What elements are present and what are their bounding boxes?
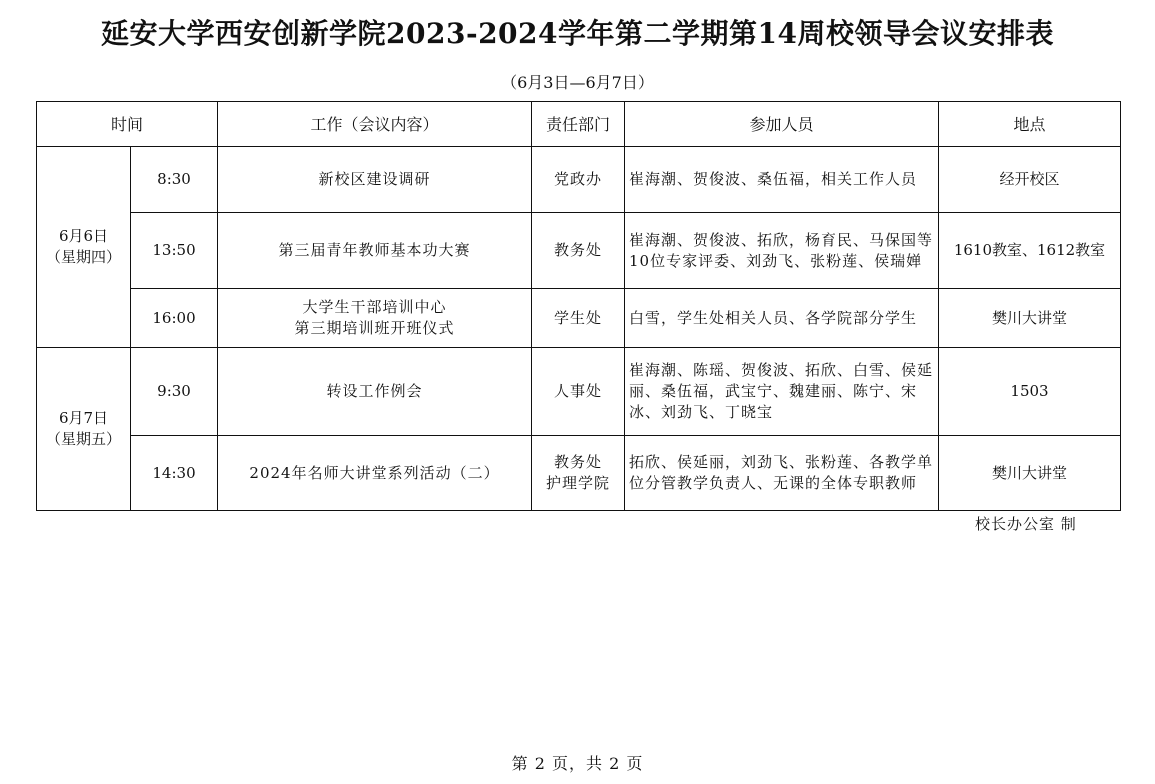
department-line: 教务处 — [554, 453, 603, 471]
date-range: （6月3日—6月7日） — [501, 73, 654, 92]
participants-cell: 白雪，学生处相关人员、各学院部分学生 — [625, 289, 939, 348]
document-title: 延安大学西安创新学院2023-2024学年第二学期第14周校领导会议安排表 — [101, 17, 1054, 50]
content-cell — [218, 213, 532, 289]
location-cell: 樊川大讲堂 — [939, 436, 1121, 511]
time-cell: 16:00 — [131, 289, 218, 348]
content-line: 新校区建设调研 — [318, 170, 431, 188]
content-line: 第三届青年教师基本功大赛 — [278, 241, 471, 259]
content-cell — [218, 348, 532, 436]
department-cell — [532, 348, 625, 436]
day-weekday: （星期五） — [45, 430, 121, 448]
department-line: 人事处 — [554, 382, 603, 400]
header-department: 责任部门 — [532, 102, 625, 147]
time-cell: 8:30 — [131, 147, 218, 213]
maker-label: 校长办公室 制 — [975, 515, 1077, 533]
content-cell — [218, 289, 532, 348]
table-row — [37, 289, 1121, 348]
time-cell: 14:30 — [131, 436, 218, 511]
department-line: 护理学院 — [546, 474, 611, 492]
table-row — [37, 213, 1121, 289]
location-cell: 经开校区 — [939, 147, 1121, 213]
content-cell — [218, 147, 532, 213]
department-line: 学生处 — [554, 308, 603, 327]
participants-cell: 拓欣、侯延丽，刘劲飞、张粉莲、各教学单位分管教学负责人、无课的全体专职教师 — [625, 436, 939, 511]
department-cell — [532, 289, 625, 348]
content-line: 第三期培训班开班仪式 — [294, 319, 455, 337]
location-cell: 1610教室、1612教室 — [939, 213, 1121, 289]
header-content: 工作（会议内容） — [218, 102, 532, 147]
page-footer: 第 2 页，共 2 页 — [511, 754, 644, 773]
day-weekday: （星期四） — [45, 248, 121, 266]
content-line: 转设工作例会 — [326, 382, 423, 400]
day-date: 6月6日 — [58, 227, 109, 245]
header-participants: 参加人员 — [625, 102, 939, 147]
participants-cell: 崔海潮、贺俊波、拓欣，杨育民、马保国等10位专家评委、刘劲飞、张粉莲、侯瑞婵 — [625, 213, 939, 289]
department-line: 党政办 — [554, 170, 603, 188]
department-cell — [532, 213, 625, 289]
participants-cell: 崔海潮、贺俊波、桑伍福，相关工作人员 — [625, 147, 939, 213]
location-cell: 樊川大讲堂 — [939, 289, 1121, 348]
department-line: 教务处 — [554, 241, 603, 259]
time-cell: 13:50 — [131, 213, 218, 289]
department-cell — [532, 147, 625, 213]
header-time: 时间 — [37, 102, 218, 147]
header-row — [37, 102, 1121, 147]
day-date: 6月7日 — [58, 409, 109, 427]
day-cell — [37, 147, 131, 348]
table-row — [37, 348, 1121, 436]
table-row — [37, 436, 1121, 511]
schedule-table — [36, 101, 1121, 511]
time-cell: 9:30 — [131, 348, 218, 436]
content-cell — [218, 436, 532, 511]
participants-cell: 崔海潮、陈瑶、贺俊波、拓欣、白雪、侯延丽、桑伍福，武宝宁、魏建丽、陈宁、宋冰、刘劲飞、丁晓宝 — [625, 348, 939, 436]
table-row — [37, 147, 1121, 213]
content-line: 2024年名师大讲堂系列活动（二） — [249, 463, 500, 482]
content-line: 大学生干部培训中心 — [302, 298, 447, 316]
day-cell — [37, 348, 131, 511]
department-cell — [532, 436, 625, 511]
header-location: 地点 — [939, 102, 1121, 147]
location-cell: 1503 — [939, 348, 1121, 436]
